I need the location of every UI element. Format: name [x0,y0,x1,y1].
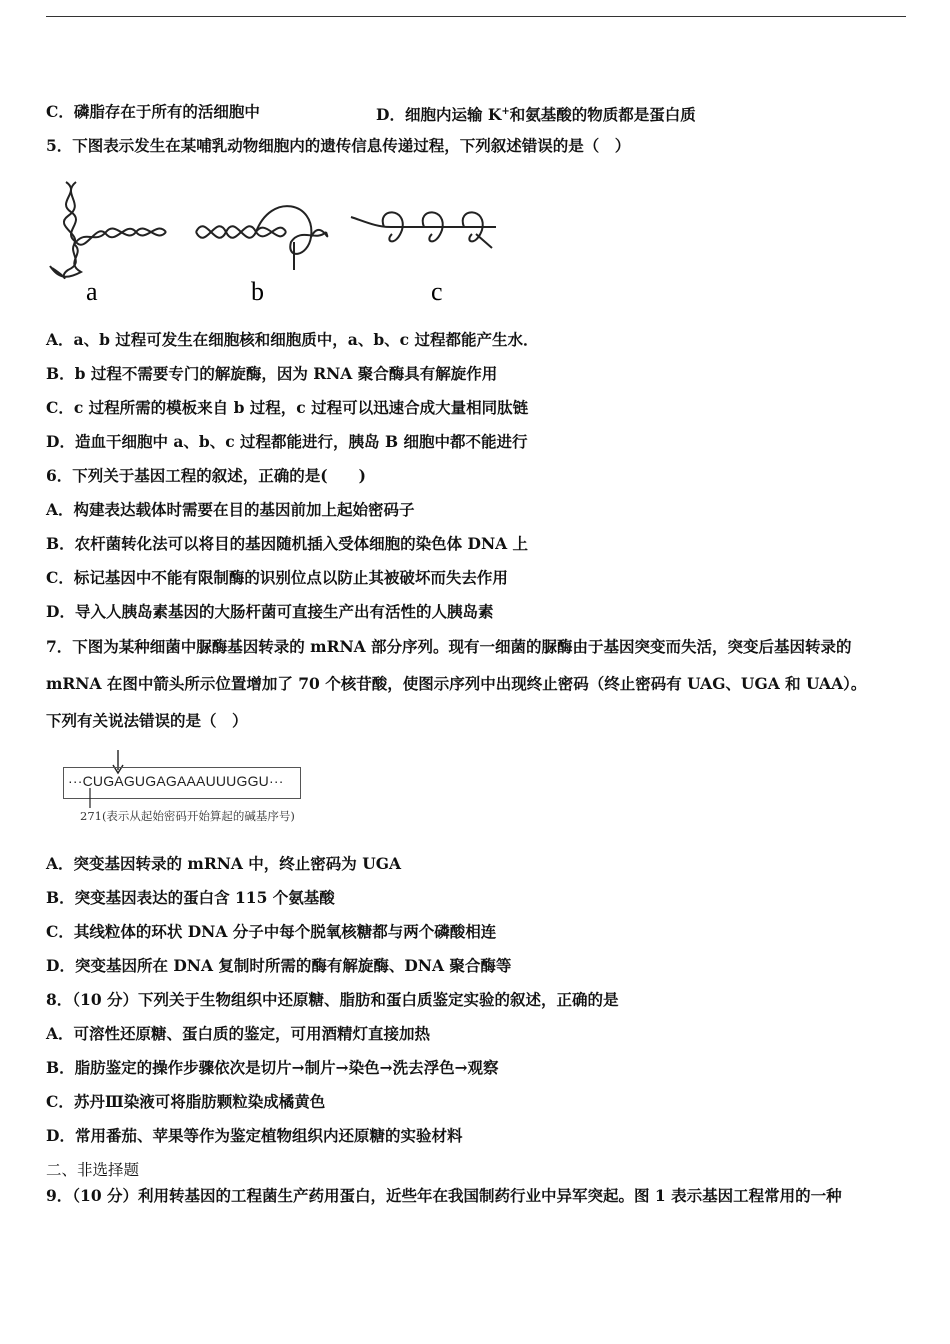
header-rule [46,16,906,17]
section-heading: 二、非选择题 [46,1161,140,1179]
q9-stem: 9．（10 分）利用转基因的工程菌生产药用蛋白，近些年在我国制药行业中异军突起。图 1 表示基因工程常用的一种 [46,1186,842,1205]
fig-label-c: c [431,277,443,306]
q7-stem-line2: mRNA 在图中箭头所示位置增加了 70 个核苷酸，使图示序列中出现终止密码（终止密码有 UAG、UGA 和 UAA）。 [46,674,867,693]
q6-option-b: B．农杆菌转化法可以将目的基因随机插入受体细胞的染色体 DNA 上 [46,534,529,553]
fig-label-b: b [251,277,264,306]
position-marker-line [86,788,96,810]
q5-option-c: C．c 过程所需的模板来自 b 过程，c 过程可以迅速合成大量相同肽链 [46,398,529,417]
replication-transcription-translation-figure [46,172,516,312]
q6-option-a: A．构建表达载体时需要在目的基因前加上起始密码子 [46,500,415,519]
q5-option-a: A．a、b 过程可发生在细胞核和细胞质中，a、b、c 过程都能产生水． [46,330,539,349]
q7-option-c: C．其线粒体的环状 DNA 分子中每个脱氧核糖都与两个磷酸相连 [46,922,497,941]
q5-option-d: D．造血干细胞中 a、b、c 过程都能进行，胰岛 B 细胞中都不能进行 [46,432,528,451]
q8-option-b: B．脂肪鉴定的操作步骤依次是切片→制片→染色→洗去浮色→观察 [46,1058,499,1077]
q6-stem: 6．下列关于基因工程的叙述，正确的是( ) [46,466,366,485]
q7-option-d: D．突变基因所在 DNA 复制时所需的酶有解旋酶、DNA 聚合酶等 [46,956,512,975]
q8-option-d: D．常用番茄、苹果等作为鉴定植物组织内还原糖的实验材料 [46,1126,463,1145]
q5-option-b: B．b 过程不需要专门的解旋酶，因为 RNA 聚合酶具有解旋作用 [46,364,498,383]
fig-label-a: a [86,277,98,306]
q4-option-c: C．磷脂存在于所有的活细胞中 [46,102,260,121]
mrna-sequence: ···CUGAGUGAGAAAUUUGGU··· [68,773,284,789]
q4-option-d: D．细胞内运输 K+和氨基酸的物质都是蛋白质 [376,105,696,125]
q6-option-c: C．标记基因中不能有限制酶的识别位点以防止其被破坏而失去作用 [46,568,508,587]
q6-option-d: D．导入人胰岛素基因的大肠杆菌可直接生产出有活性的人胰岛素 [46,602,494,621]
q8-option-a: A．可溶性还原糖、蛋白质的鉴定，可用酒精灯直接加热 [46,1024,431,1043]
q5-stem: 5．下图表示发生在某哺乳动物细胞内的遗传信息传递过程，下列叙述错误的是（ ） [46,136,631,155]
q7-stem-line3: 下列有关说法错误的是（ ） [46,711,248,730]
q7-option-b: B．突变基因表达的蛋白含 115 个氨基酸 [46,888,335,907]
q8-stem: 8．（10 分）下列关于生物组织中还原糖、脂肪和蛋白质鉴定实验的叙述，正确的是 [46,990,619,1009]
mrna-position-note: 271(表示从起始密码开始算起的碱基序号) [80,809,295,823]
q7-stem-line1: 7．下图为某种细菌中脲酶基因转录的 mRNA 部分序列。现有一细菌的脲酶由于基因突变而失活，突变后基因转录的 [46,637,852,656]
q7-option-a: A．突变基因转录的 mRNA 中，终止密码为 UGA [46,854,401,873]
q8-option-c: C．苏丹Ⅲ染液可将脂肪颗粒染成橘黄色 [46,1092,326,1111]
